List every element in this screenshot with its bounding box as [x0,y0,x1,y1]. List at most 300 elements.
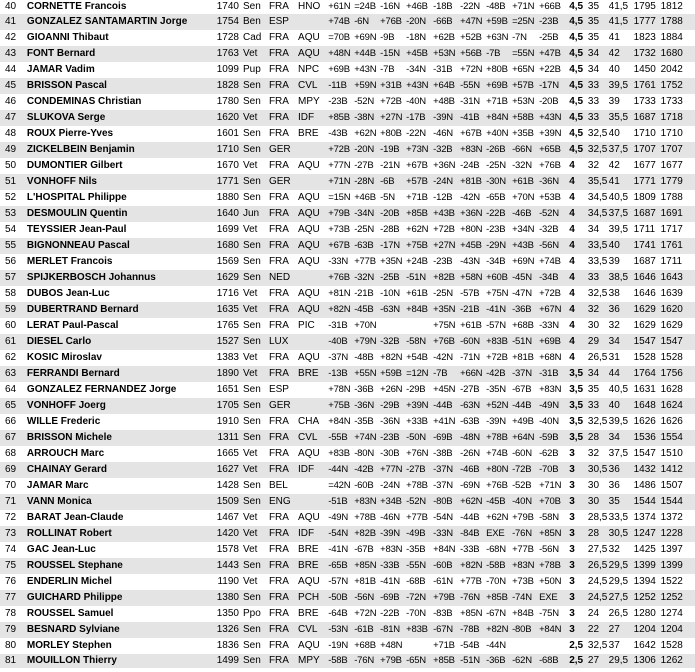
round-4-cell: -17B [406,110,433,126]
elo-rating-cell: 1467 [210,510,241,526]
table-row [0,654,695,668]
round-9-cell: -23B [539,14,569,30]
table-row [0,0,695,14]
round-1-cell: +85B [328,110,354,126]
league-cell: BRE [296,126,328,142]
points-cell: 4,5 [569,14,588,30]
round-4-cell: +83B [406,622,433,638]
points-cell: 4 [569,238,588,254]
round-1-cell: -41N [328,542,354,558]
round-9-cell: +83N [539,382,569,398]
federation-cell: ESP [267,382,296,398]
round-4-cell: +75B [406,238,433,254]
round-1-cell: -64B [328,606,354,622]
round-1-cell: -11B [328,78,354,94]
points-cell: 4 [569,350,588,366]
round-4-cell: -35B [406,542,433,558]
round-2-cell: -67B [354,542,380,558]
round-2-cell: -36N [354,398,380,414]
federation-cell: FRA [267,78,296,94]
table-row [0,222,695,238]
round-3-cell: -10N [380,286,406,302]
round-2-cell: =24B [354,0,380,14]
new-rating-cell: 1507 [661,478,695,494]
round-6-cell: -69N [460,478,486,494]
round-5-cell: -32B [433,142,460,158]
elo-rating-cell: 1670 [210,158,241,174]
round-9-cell: +71N [539,478,569,494]
round-2-cell: -60B [354,478,380,494]
elo-rating-cell: 1740 [210,0,241,14]
performance-cell: 1761 [634,78,661,94]
round-9-cell: -17N [539,78,569,94]
elo-rating-cell: 1705 [210,398,241,414]
league-cell: CVL [296,78,328,94]
performance-cell: 1771 [634,174,661,190]
round-3-cell: -9B [380,30,406,46]
federation-cell: FRA [267,350,296,366]
tiebreak-2-cell: 40,5 [609,190,634,206]
round-9-cell: -56N [539,542,569,558]
points-cell: 4,5 [569,46,588,62]
performance-cell: 1629 [634,318,661,334]
round-6-cell: +62N [460,494,486,510]
player-name-cell: CORNETTE Francois [25,0,210,14]
round-4-cell: +45B [406,46,433,62]
new-rating-cell: 1528 [661,350,695,366]
category-cell: Sen [241,334,267,350]
league-cell: AQU [296,46,328,62]
round-1-cell: +76B [328,270,354,286]
round-9-cell: -32B [539,222,569,238]
points-cell: 3 [569,462,588,478]
table-row [0,174,695,190]
federation-cell: FRA [267,622,296,638]
table-row [0,526,695,542]
round-1-cell: -43B [328,126,354,142]
tiebreak-1-cell: 30 [588,478,609,494]
player-name-cell: SLUKOVA Serge [25,110,210,126]
category-cell: Sen [241,494,267,510]
player-name-cell: BRISSON Pascal [25,78,210,94]
federation-cell: FRA [267,302,296,318]
performance-cell: 1432 [634,462,661,478]
round-4-cell: +67B [406,158,433,174]
performance-cell: 1547 [634,334,661,350]
federation-cell: FRA [267,526,296,542]
round-4-cell: +71B [406,190,433,206]
table-row [0,462,695,478]
round-5-cell: +36N [433,158,460,174]
round-9-cell: -25B [539,30,569,46]
round-4-cell: -55N [406,558,433,574]
points-cell: 3,5 [569,430,588,446]
rank-cell: 69 [0,462,25,478]
round-3-cell: -30B [380,446,406,462]
round-5-cell: +62B [433,30,460,46]
round-2-cell: +70N [354,318,380,334]
league-cell: IDF [296,110,328,126]
table-row [0,94,695,110]
round-1-cell: -55B [328,430,354,446]
round-5-cell: +79B [433,590,460,606]
round-2-cell: +43N [354,62,380,78]
round-8-cell: -72B [512,462,539,478]
round-5-cell: -33N [433,526,460,542]
round-3-cell: +76B [380,14,406,30]
performance-cell: 1710 [634,126,661,142]
round-8-cell: +83N [512,558,539,574]
rank-cell: 80 [0,638,25,654]
round-5-cell: -37N [433,462,460,478]
league-cell: IDF [296,462,328,478]
round-2-cell: -76N [354,654,380,668]
new-rating-cell: 1691 [661,206,695,222]
table-row [0,254,695,270]
round-7-cell: -41N [486,302,512,318]
round-9-cell: -40N [539,414,569,430]
category-cell: Vet [241,110,267,126]
round-4-cell [406,638,433,654]
round-8-cell: =25N [512,14,539,30]
elo-rating-cell: 1578 [210,542,241,558]
federation-cell: GER [267,174,296,190]
player-name-cell: GONZALEZ FERNANDEZ Jorge [25,382,210,398]
performance-cell: 1280 [634,606,661,622]
table-row [0,638,695,654]
player-name-cell: TEYSSIER Jean-Paul [25,222,210,238]
round-4-cell: -18N [406,30,433,46]
round-6-cell: -54B [460,638,486,654]
points-cell: 3 [569,558,588,574]
rank-cell: 54 [0,222,25,238]
round-5-cell: -18B [433,0,460,14]
round-5-cell: -25N [433,286,460,302]
round-3-cell: -69B [380,590,406,606]
new-rating-cell: 1626 [661,414,695,430]
round-6-cell: -63B [460,414,486,430]
round-2-cell: -32N [354,270,380,286]
tiebreak-2-cell: 41 [609,174,634,190]
tiebreak-2-cell: 31 [609,350,634,366]
round-9-cell: +72B [539,286,569,302]
round-2-cell: -48B [354,350,380,366]
new-rating-cell: 1252 [661,590,695,606]
round-2-cell: -6N [354,14,380,30]
elo-rating-cell: 1380 [210,590,241,606]
elo-rating-cell: 1627 [210,462,241,478]
tiebreak-1-cell: 24 [588,606,609,622]
tiebreak-2-cell: 33,5 [609,510,634,526]
points-cell: 4,5 [569,78,588,94]
federation-cell: FRA [267,318,296,334]
league-cell: BRE [296,558,328,574]
category-cell: Vet [241,158,267,174]
tiebreak-1-cell: 32,5 [588,126,609,142]
category-cell: Vet [241,446,267,462]
category-cell: Vet [241,510,267,526]
performance-cell: 1707 [634,142,661,158]
round-7-cell: -34B [486,254,512,270]
round-9-cell: -31B [539,366,569,382]
table-row [0,574,695,590]
round-6-cell: -63N [460,398,486,414]
round-8-cell: +35B [512,126,539,142]
round-7-cell: -57N [486,318,512,334]
category-cell: Sen [241,398,267,414]
round-9-cell: +65B [539,142,569,158]
points-cell: 3 [569,622,588,638]
round-9-cell: +43N [539,110,569,126]
round-2-cell: +59N [354,78,380,94]
league-cell: AQU [296,238,328,254]
round-4-cell: +54B [406,350,433,366]
round-5-cell: +53N [433,46,460,62]
round-7-cell: +52N [486,398,512,414]
round-7-cell: +84N [486,110,512,126]
performance-cell: 1687 [634,254,661,270]
points-cell: 3 [569,542,588,558]
round-7-cell: +75N [486,286,512,302]
round-2-cell: +44B [354,46,380,62]
round-2-cell: +82B [354,526,380,542]
round-3-cell: -28B [380,222,406,238]
rank-cell: 44 [0,62,25,78]
tiebreak-1-cell: 34 [588,62,609,78]
table-row [0,606,695,622]
league-cell [296,142,328,158]
points-cell: 3 [569,526,588,542]
round-6-cell: +61B [460,318,486,334]
round-6-cell: +72N [460,62,486,78]
round-6-cell: -22N [460,0,486,14]
player-name-cell: BESNARD Sylviane [25,622,210,638]
league-cell [296,398,328,414]
round-7-cell: +80B [486,62,512,78]
round-4-cell: +43N [406,78,433,94]
rank-cell: 75 [0,558,25,574]
round-5-cell: +48B [433,94,460,110]
rank-cell: 70 [0,478,25,494]
federation-cell: FRA [267,542,296,558]
elo-rating-cell: 1527 [210,334,241,350]
elo-rating-cell: 1326 [210,622,241,638]
round-2-cell: -20N [354,142,380,158]
category-cell: Sen [241,590,267,606]
round-2-cell: -38N [354,110,380,126]
table-row [0,510,695,526]
round-8-cell: -67B [512,382,539,398]
new-rating-cell: 1788 [661,190,695,206]
round-2-cell: -42B [354,462,380,478]
elo-rating-cell: 1443 [210,558,241,574]
round-1-cell: =70B [328,30,354,46]
round-6-cell: +52B [460,30,486,46]
elo-rating-cell: 1680 [210,238,241,254]
round-6-cell: -84B [460,526,486,542]
tiebreak-1-cell: 32,5 [588,414,609,430]
round-6-cell: +58N [460,270,486,286]
round-3-cell: +83N [380,542,406,558]
category-cell: Vet [241,46,267,62]
tiebreak-2-cell: 39,5 [609,78,634,94]
points-cell: 4 [569,174,588,190]
round-1-cell: +79B [328,206,354,222]
round-6-cell: -44B [460,510,486,526]
elo-rating-cell: 1665 [210,446,241,462]
tiebreak-2-cell: 36 [609,478,634,494]
performance-cell: 1732 [634,46,661,62]
federation-cell: BEL [267,478,296,494]
tiebreak-2-cell: 29,5 [609,654,634,668]
federation-cell: GER [267,142,296,158]
round-9-cell: -62B [539,446,569,462]
category-cell: Sen [241,190,267,206]
category-cell: Sen [241,382,267,398]
round-3-cell: +34B [380,494,406,510]
round-2-cell: +72N [354,606,380,622]
tiebreak-2-cell: 40 [609,238,634,254]
tiebreak-1-cell: 33 [588,398,609,414]
round-5-cell: -23B [433,254,460,270]
round-4-cell: -49B [406,526,433,542]
round-6-cell: -41B [460,110,486,126]
player-name-cell: BRISSON Michele [25,430,210,446]
performance-cell: 1374 [634,510,661,526]
table-row [0,270,695,286]
round-9-cell: -70B [539,462,569,478]
round-4-cell: +61B [406,286,433,302]
round-6-cell: -43N [460,254,486,270]
rank-cell: 59 [0,302,25,318]
rank-cell: 78 [0,606,25,622]
points-cell: 3 [569,606,588,622]
new-rating-cell: 1756 [661,366,695,382]
table-row [0,398,695,414]
player-name-cell: GAC Jean-Luc [25,542,210,558]
new-rating-cell: 1624 [661,398,695,414]
rank-cell: 68 [0,446,25,462]
round-6-cell: +83N [460,142,486,158]
round-4-cell: +73N [406,142,433,158]
performance-cell: 1536 [634,430,661,446]
performance-cell: 1631 [634,382,661,398]
player-name-cell: VONHOFF Nils [25,174,210,190]
league-cell: AQU [296,350,328,366]
round-6-cell: -55N [460,78,486,94]
category-cell: Vet [241,222,267,238]
round-1-cell: -40B [328,334,354,350]
category-cell: Sen [241,638,267,654]
rank-cell: 45 [0,78,25,94]
round-6-cell: -57B [460,286,486,302]
round-6-cell: -33B [460,542,486,558]
tiebreak-1-cell: 33 [588,110,609,126]
player-name-cell: CHAINAY Gerard [25,462,210,478]
elo-rating-cell: 1640 [210,206,241,222]
rank-cell: 72 [0,510,25,526]
round-2-cell: +79N [354,334,380,350]
player-name-cell: FONT Bernard [25,46,210,62]
rank-cell: 51 [0,174,25,190]
round-4-cell: -50N [406,430,433,446]
new-rating-cell: 1884 [661,30,695,46]
round-1-cell: +77N [328,158,354,174]
player-name-cell: ENDERLIN Michel [25,574,210,590]
round-3-cell: -25B [380,270,406,286]
elo-rating-cell: 1311 [210,430,241,446]
round-9-cell: +76B [539,158,569,174]
federation-cell: FRA [267,206,296,222]
round-6-cell: -78B [460,622,486,638]
round-6-cell: -46B [460,462,486,478]
round-2-cell: -63B [354,238,380,254]
round-4-cell: +39N [406,398,433,414]
round-3-cell: -63N [380,302,406,318]
elo-rating-cell: 1910 [210,414,241,430]
table-row [0,366,695,382]
round-3-cell: -24N [380,478,406,494]
round-8-cell [512,638,539,654]
round-4-cell: +62N [406,222,433,238]
new-rating-cell: 1761 [661,238,695,254]
round-7-cell: +74B [486,446,512,462]
tiebreak-2-cell: 39 [609,254,634,270]
federation-cell: FRA [267,30,296,46]
round-4-cell: -34N [406,62,433,78]
round-1-cell: +67B [328,238,354,254]
category-cell: Sen [241,94,267,110]
round-8-cell: +34N [512,222,539,238]
points-cell: 3,5 [569,366,588,382]
category-cell: Vet [241,542,267,558]
league-cell: AQU [296,30,328,46]
table-row [0,382,695,398]
new-rating-cell: 1628 [661,382,695,398]
round-1-cell: +61N [328,0,354,14]
new-rating-cell: 1639 [661,286,695,302]
performance-cell: 1711 [634,222,661,238]
round-5-cell: +84N [433,542,460,558]
new-rating-cell: 1399 [661,558,695,574]
tiebreak-1-cell: 32,5 [588,142,609,158]
federation-cell: FRA [267,286,296,302]
tiebreak-2-cell: 37,5 [609,446,634,462]
round-1-cell: -13B [328,366,354,382]
round-7-cell: -30N [486,174,512,190]
tiebreak-2-cell: 39,5 [609,414,634,430]
tiebreak-2-cell: 32 [609,318,634,334]
round-5-cell: +43B [433,206,460,222]
new-rating-cell: 1677 [661,158,695,174]
round-4-cell: -65N [406,654,433,668]
table-row [0,238,695,254]
category-cell: Sen [241,654,267,668]
performance-cell: 1648 [634,398,661,414]
performance-cell: 1795 [634,0,661,14]
federation-cell: FRA [267,190,296,206]
round-8-cell: -32N [512,158,539,174]
tiebreak-1-cell: 22 [588,622,609,638]
elo-rating-cell: 1620 [210,110,241,126]
round-9-cell: +67N [539,302,569,318]
performance-cell: 1394 [634,574,661,590]
points-cell: 3 [569,574,588,590]
player-name-cell: L'HOSPITAL Philippe [25,190,210,206]
round-4-cell: -29B [406,382,433,398]
round-5-cell: -42N [433,350,460,366]
round-6-cell: -71N [460,350,486,366]
